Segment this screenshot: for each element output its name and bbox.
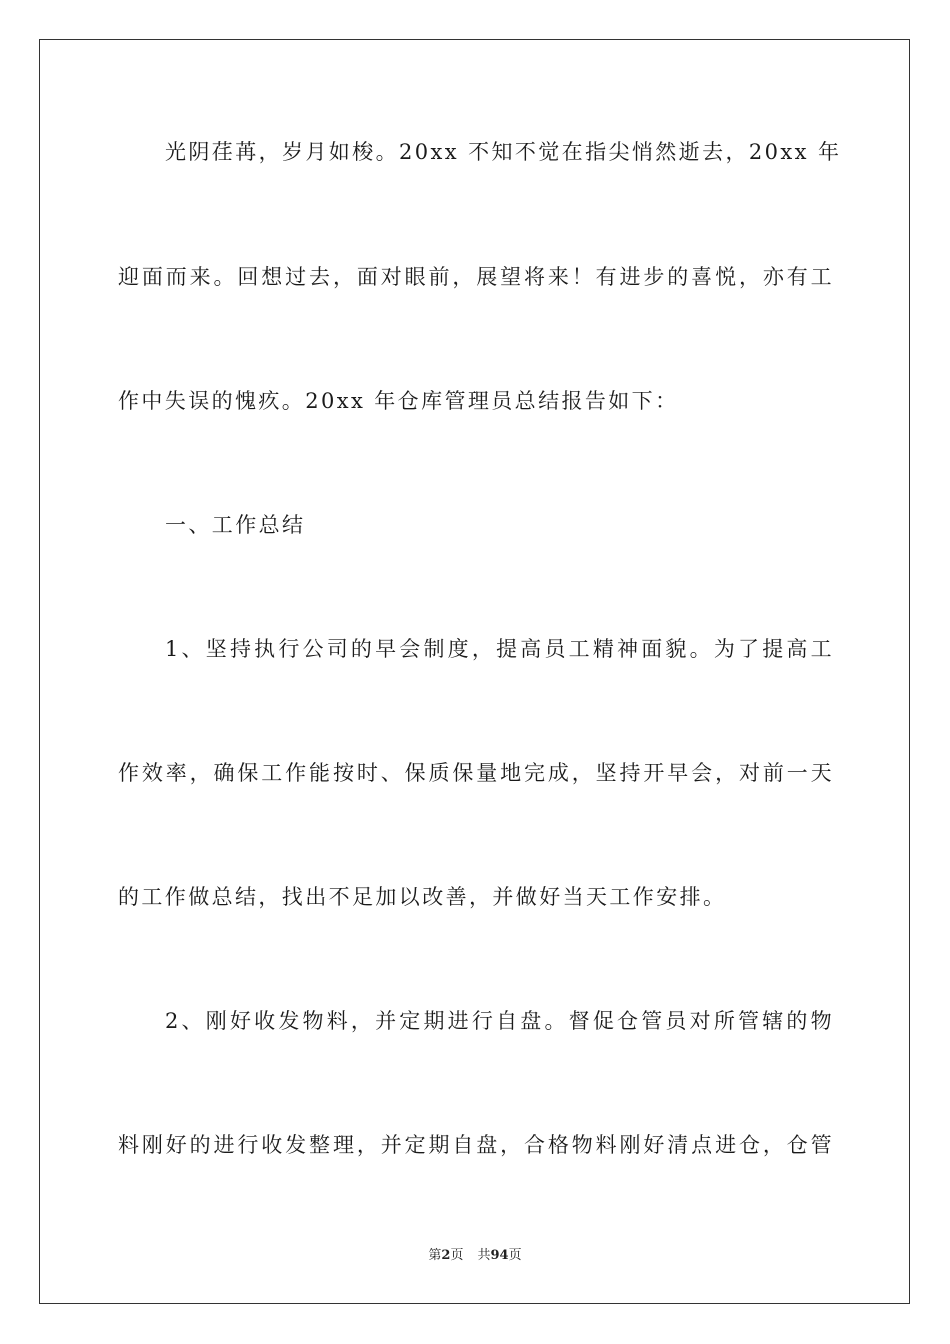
- total-prefix: 共: [477, 1248, 491, 1263]
- total-pages: 94: [490, 1248, 509, 1263]
- paragraph-2-line-2: 作效率，确保工作能按时、保质保量地完成，坚持开早会，对前一天: [118, 761, 834, 785]
- paragraph-2-line-1: 1、坚持执行公司的早会制度，提高员工精神面貌。为了提高工: [165, 637, 834, 661]
- total-suffix: 页: [508, 1248, 522, 1263]
- paragraph-1-line-1: 光阴荏苒，岁月如梭。20xx 不知不觉在指尖悄然逝去，20xx 年: [165, 140, 842, 164]
- page-number: 2: [441, 1248, 451, 1263]
- paragraph-3-line-1: 2、刚好收发物料，并定期进行自盘。督促仓管员对所管辖的物: [165, 1009, 834, 1033]
- paragraph-2-line-3: 的工作做总结，找出不足加以改善，并做好当天工作安排。: [118, 885, 727, 909]
- page-suffix: 页: [450, 1248, 464, 1263]
- paragraph-1-line-2: 迎面而来。回想过去，面对眼前，展望将来！有进步的喜悦，亦有工: [118, 265, 834, 289]
- page-footer: [0, 1247, 950, 1265]
- paragraph-3-line-2: 料刚好的进行收发整理，并定期自盘，合格物料刚好清点进仓，仓管: [118, 1133, 834, 1157]
- paragraph-1-line-3: 作中失误的愧疚。20xx 年仓库管理员总结报告如下：: [118, 389, 679, 413]
- page-prefix: 第: [428, 1248, 442, 1263]
- section-heading: 一、工作总结: [165, 513, 306, 537]
- page-frame: [39, 39, 910, 1304]
